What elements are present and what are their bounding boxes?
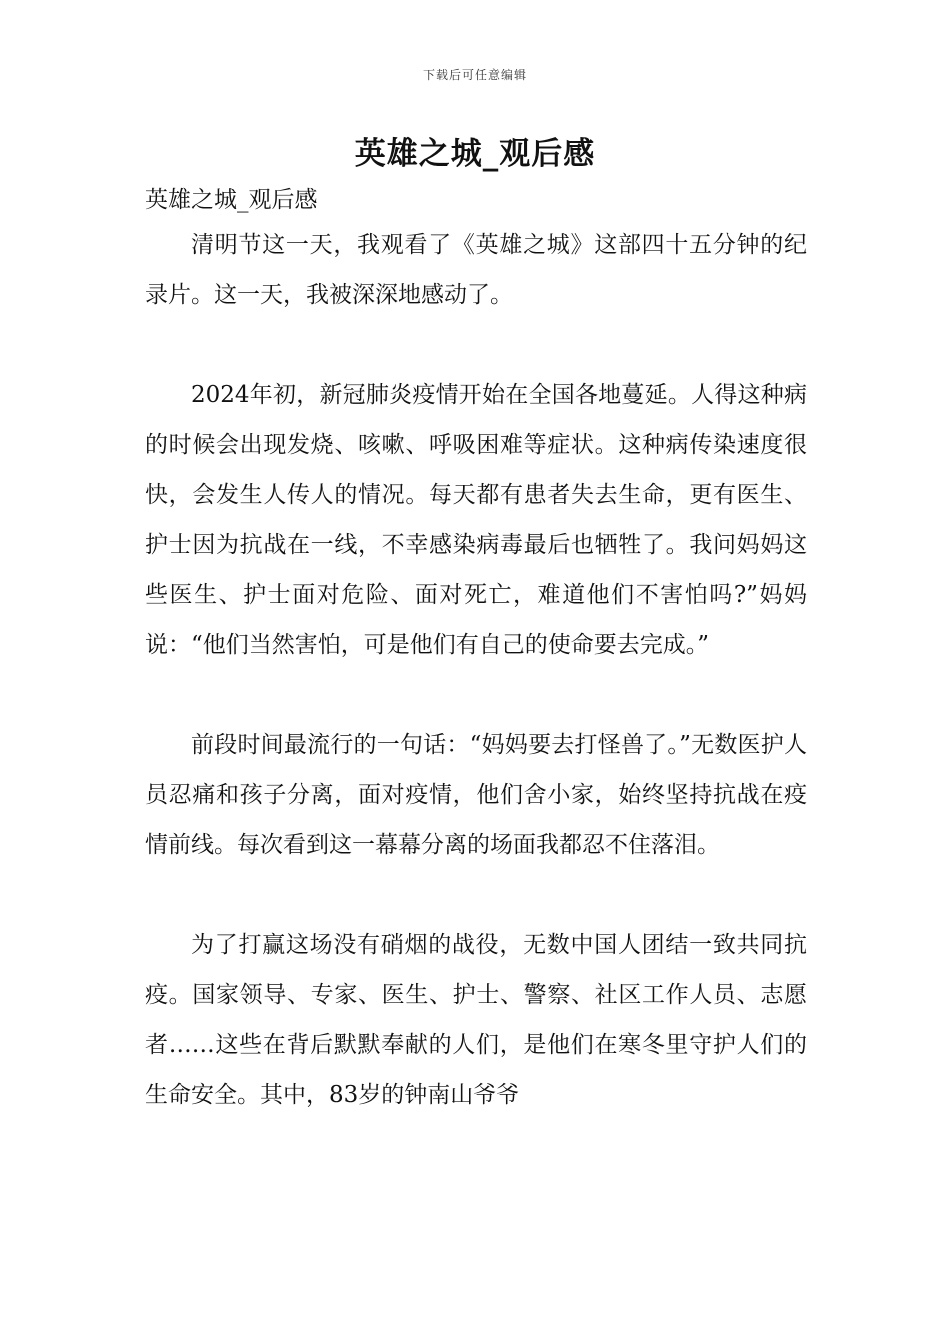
paragraph-1: 清明节这一天，我观看了《英雄之城》这部四十五分钟的纪录片。这一天，我被深深地感动了。 — [145, 232, 807, 308]
paragraph-2: 2024年初，新冠肺炎疫情开始在全国各地蔓延。人得这种病的时候会出现发烧、咳嗽、呼吸困难等症状。这种病传染速度很快，会发生人传人的情况。每天都有患者失去生命，更有医生、护士因为抗战在一线，不幸感染病毒最后也牺牲了。我问妈妈这些医生、护士面对危险、面对死亡，难道他们不害怕吗?”妈妈说：“他们当然害怕，可是他们有自己的使命要去完成。” — [145, 382, 807, 658]
paragraph-3: 前段时间最流行的一句话：“妈妈要去打怪兽了。”无数医护人员忍痛和孩子分离，面对疫情，他们舍小家，始终坚持抗战在疫情前线。每次看到这一幕幕分离的场面我都忍不住落泪。 — [145, 732, 807, 858]
document-title: 英雄之城_观后感 — [354, 136, 596, 172]
paragraph-4: 为了打赢这场没有硝烟的战役，无数中国人团结一致共同抗疫。国家领导、专家、医生、护士、警察、社区工作人员、志愿者……这些在背后默默奉献的人们，是他们在寒冬里守护人们的生命安全。其中，83岁的钟南山爷爷 — [145, 932, 807, 1108]
header-note: 下载后可任意编辑 — [422, 68, 527, 82]
document-subtitle: 英雄之城_观后感 — [145, 187, 318, 213]
document-body — [145, 180, 807, 1120]
